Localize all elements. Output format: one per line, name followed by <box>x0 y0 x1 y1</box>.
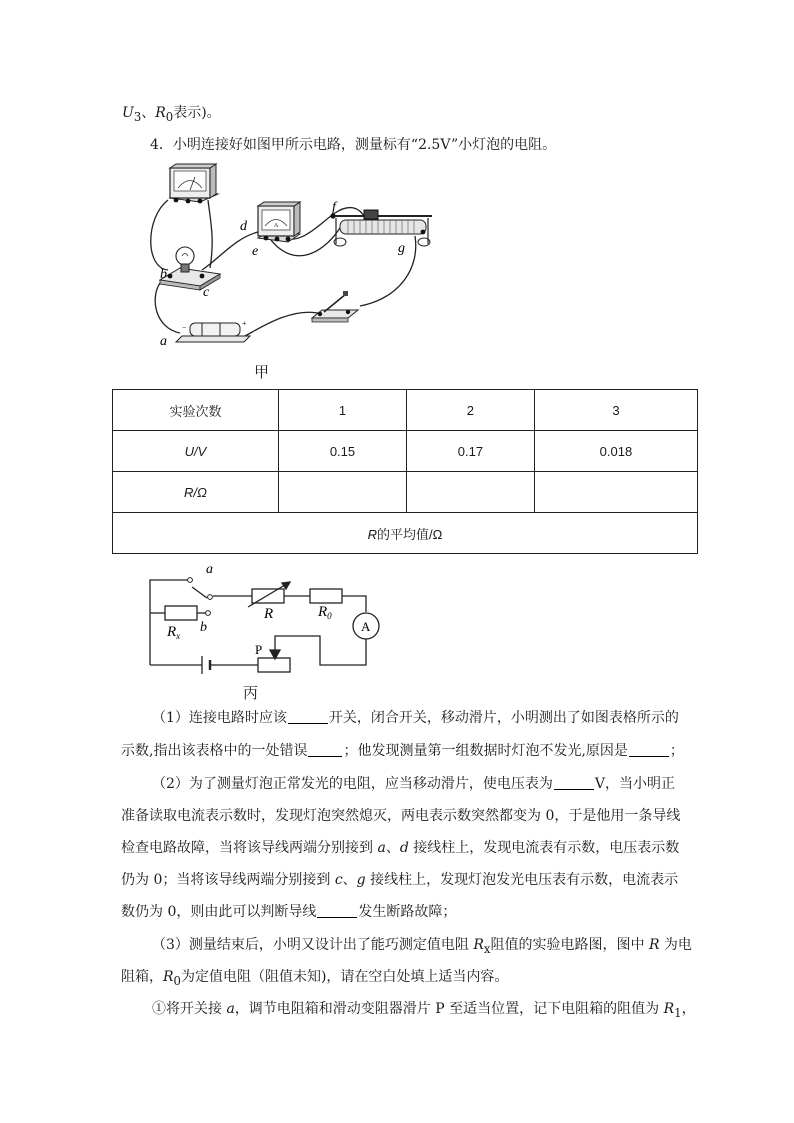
schematic-label-b: b <box>200 620 207 635</box>
table-cell <box>279 472 407 513</box>
part-1-line-2 <box>121 741 684 761</box>
svg-text:A: A <box>274 223 279 229</box>
text-segment: ①将开关接 <box>152 1001 227 1017</box>
battery-icon <box>176 319 250 342</box>
part-3-line-3 <box>152 999 696 1023</box>
table-cell: 0.15 <box>279 431 407 472</box>
continued-text-line <box>122 103 221 127</box>
label-f: f <box>332 200 336 215</box>
text-segment: 、 <box>385 840 400 856</box>
continued-text-tail: 表示)。 <box>173 105 221 121</box>
text-segment: ， <box>681 1001 696 1017</box>
rx-subscript: x <box>483 941 491 956</box>
text-segment: 为定值电阻（阻值未知)，请在空白处填上适当内容。 <box>180 969 509 985</box>
schematic-label-ammeter: A <box>361 619 371 634</box>
terminal-a: a <box>226 1001 235 1017</box>
r0-symbol: R <box>155 105 166 121</box>
terminal-g: g <box>356 872 366 888</box>
r1-symbol: R <box>663 1001 675 1017</box>
table-cell: 0.17 <box>406 431 534 472</box>
text-segment: 、 <box>342 872 357 888</box>
part-2-line-4 <box>121 870 678 890</box>
r1-subscript: 1 <box>674 1005 682 1020</box>
svg-text:+: + <box>242 319 247 328</box>
lamp-icon <box>160 247 220 290</box>
answer-blank <box>308 742 342 757</box>
text-segment: 发生断路故障； <box>358 904 457 920</box>
table-cell <box>406 472 534 513</box>
text-segment: 仍为 0；当将该导线两端分别接到 <box>121 872 335 888</box>
text-segment: 接线柱上，发现灯泡发光电压表有示数，电流表示 <box>365 872 679 888</box>
table-row-resistance <box>113 472 698 513</box>
rx-symbol: R <box>473 937 484 953</box>
schematic-label-a: a <box>206 562 213 577</box>
answer-blank <box>317 903 357 918</box>
ammeter-icon <box>258 202 300 242</box>
text-segment: ；他发现测量第一组数据时灯泡不发光,原因是 <box>343 743 628 759</box>
label-e: e <box>252 244 259 259</box>
rheostat-icon <box>330 210 432 246</box>
r0-symbol: R <box>163 969 174 985</box>
part-2-line-5 <box>121 902 456 922</box>
table-cell: 0.018 <box>534 431 697 472</box>
question-4-stem <box>150 135 556 155</box>
table-header-cell: 3 <box>534 390 697 431</box>
terminal-d: d <box>399 840 409 856</box>
question-number: 4． <box>150 137 173 153</box>
text-segment: V，当小明正 <box>594 776 676 792</box>
table-header-cell: 实验次数 <box>113 390 279 431</box>
answer-blank <box>288 709 328 724</box>
label-c: c <box>203 285 210 300</box>
text-segment: 阻值的实验电路图，图中 <box>490 937 649 953</box>
experiment-table <box>112 389 698 554</box>
question-text: 小明连接好如图甲所示电路，测量标有“2.5V”小灯泡的电阻。 <box>172 137 557 153</box>
part-1-line-1 <box>152 708 679 728</box>
part-3-line-1 <box>152 935 692 959</box>
text-segment: （2）为了测量灯泡正常发光的电阻，应当移动滑片，使电压表为 <box>152 776 553 792</box>
terminal-c: c <box>334 872 343 888</box>
voltmeter-icon <box>170 164 218 203</box>
text-segment: 示数,指出该表格中的一处错误 <box>121 743 308 759</box>
table-row-label: R/Ω <box>113 472 279 513</box>
u3-symbol: U <box>122 105 134 121</box>
figure-jia-caption: 甲 <box>254 363 270 381</box>
table-row-label: U/V <box>113 431 279 472</box>
switch-icon <box>312 291 358 322</box>
table-row-average <box>113 513 698 554</box>
figure-jia-circuit <box>140 158 450 358</box>
answer-blank <box>629 742 669 757</box>
r0-subscript: 0 <box>173 973 181 988</box>
u3-subscript: 3 <box>133 109 142 124</box>
r0-subscript: 0 <box>165 109 174 124</box>
table-header-cell: 1 <box>279 390 407 431</box>
average-label: 的平均值/Ω <box>377 526 443 542</box>
part-3-line-2 <box>121 967 508 991</box>
text-segment: ； <box>669 743 684 759</box>
table-header-cell: 2 <box>406 390 534 431</box>
label-g: g <box>398 241 405 256</box>
svg-text:−: − <box>182 323 187 332</box>
text-segment: 数仍为 0，则由此可以判断导线 <box>121 904 317 920</box>
label-b: b <box>160 267 167 282</box>
answer-blank <box>554 775 594 790</box>
schematic-label-r0: $R_0$ <box>318 604 332 621</box>
figure-bing-caption: 丙 <box>243 684 259 702</box>
text-segment: 为电 <box>659 937 692 953</box>
text-segment: ，调节电阻箱和滑动变阻器滑片 P 至适当位置，记下电阻箱的阻值为 <box>234 1001 664 1017</box>
text-segment: 检查电路故障，当将该导线两端分别接到 <box>121 840 378 856</box>
table-average-cell <box>113 513 698 554</box>
average-r-symbol: R <box>367 526 378 542</box>
schematic-label-rx: $R_x$ <box>167 624 181 641</box>
terminal-a: a <box>377 840 386 856</box>
table-cell <box>534 472 697 513</box>
schematic-label-p: P <box>255 642 263 657</box>
table-header-row <box>113 390 698 431</box>
part-2-line-1 <box>152 774 675 794</box>
part-2-line-3 <box>121 838 679 858</box>
r-symbol: R <box>648 937 660 953</box>
text-segment: （1）连接电路时应该 <box>152 710 287 726</box>
label-d: d <box>240 219 247 234</box>
schematic-label-r: R <box>264 606 274 622</box>
part-2-line-2 <box>121 806 680 826</box>
table-row-voltage <box>113 431 698 472</box>
figure-bing-schematic <box>140 560 390 685</box>
text-segment: 准备读取电流表示数时，发现灯泡突然熄灭，两电表示数突然都变为 0，于是他用一条导线 <box>121 808 681 824</box>
label-a: a <box>160 334 167 349</box>
text-segment: （3）测量结束后，小明又设计出了能巧测定值电阻 <box>152 937 474 953</box>
text-segment: 阻箱， <box>121 969 163 985</box>
text-segment: 接线柱上，发现电流表有示数，电压表示数 <box>408 840 680 856</box>
text-segment: 开关，闭合开关，移动滑片，小明测出了如图表格所示的 <box>328 710 679 726</box>
separator: 、 <box>141 105 156 121</box>
